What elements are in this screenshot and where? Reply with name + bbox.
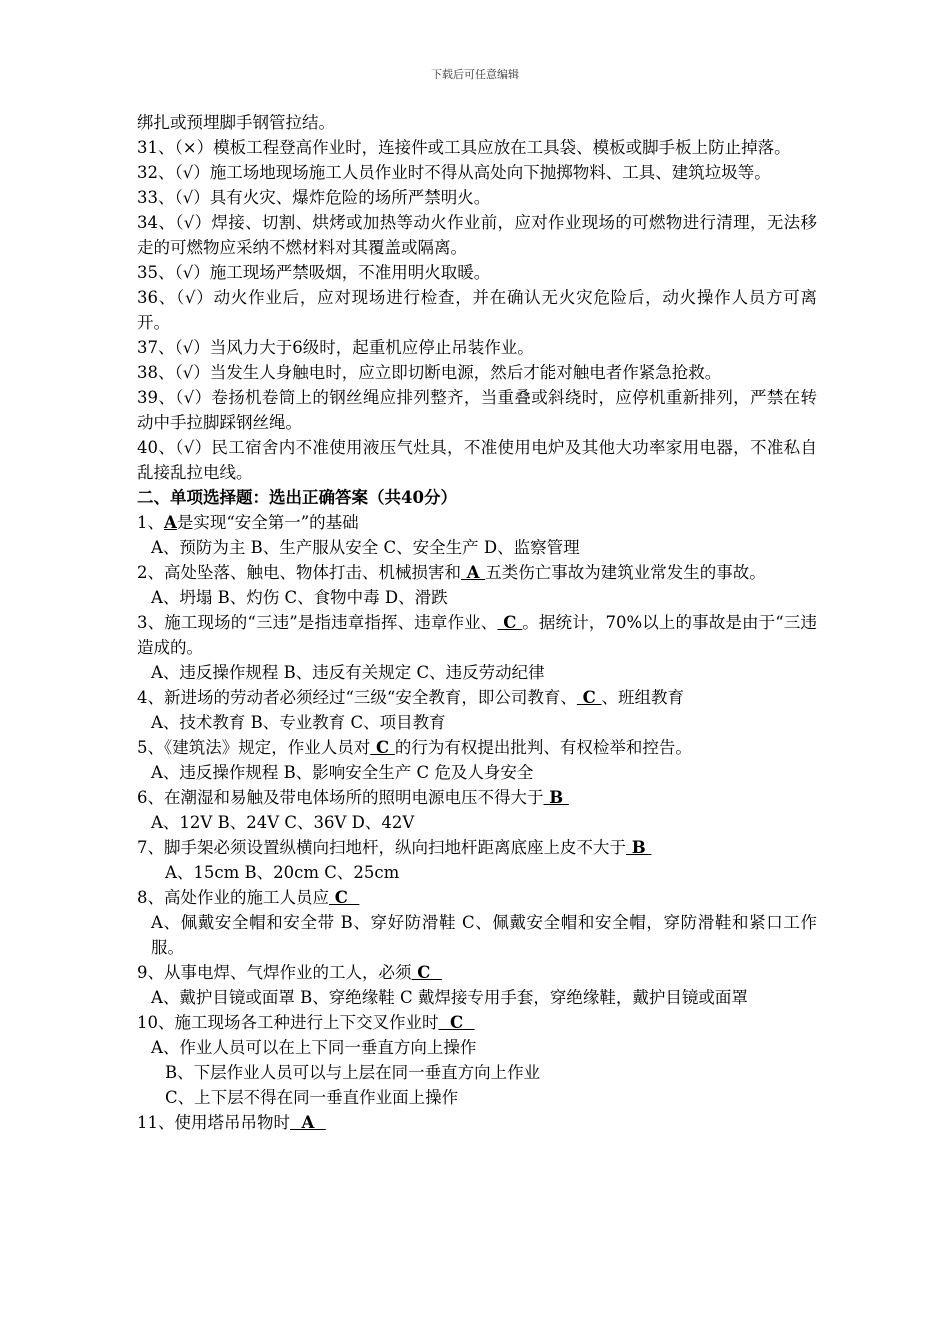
judgement-item: 38、（√）当发生人身触电时，应立即切断电源，然后才能对触电者作紧急抢救。: [137, 363, 722, 382]
answer-options: A、佩戴安全帽和安全带 B、穿好防滑鞋 C、佩戴安全帽和安全帽，穿防滑鞋和紧口工作服。: [151, 913, 817, 957]
question-text-tail: 的行为有权提出批判、有权检举和控告。: [394, 738, 692, 757]
question-text: 5、《建筑法》规定，作业人员对: [137, 738, 371, 757]
judgement-item: 绑扎或预埋脚手钢管拉结。: [137, 113, 335, 132]
choice-question: [137, 685, 817, 710]
answer-options: A、作业人员可以在上下同一垂直方向上操作: [151, 1038, 477, 1057]
question-text-tail: 。据统计，70%以上的事故是由于“三违造成的。: [137, 613, 818, 657]
judgement-item: 33、（√）具有火灾、爆炸危险的场所严禁明火。: [137, 188, 491, 207]
answer-blank: C: [329, 888, 360, 907]
answer-blank: C: [497, 613, 523, 632]
answer-blank: B: [543, 788, 569, 807]
choice-question: [137, 835, 817, 860]
choice-question: [137, 885, 817, 910]
answer-options: A、违反操作规程 B、违反有关规定 C、违反劳动纪律: [151, 663, 545, 682]
answer-options: A、预防为主 B、生产服从安全 C、安全生产 D、监察管理: [151, 538, 580, 557]
question-text: 3、施工现场的“三违”是指违章指挥、违章作业、: [137, 613, 498, 632]
question-text: 1、: [137, 513, 164, 532]
question-text: 9、从事电焊、气焊作业的工人，必须: [137, 963, 412, 982]
choice-question: [137, 510, 817, 535]
answer-options: A、违反操作规程 B、影响安全生产 C 危及人身安全: [151, 763, 534, 782]
question-text-tail: 是实现“安全第一”的基础: [176, 513, 359, 532]
answer-options: A、12V B、24V C、36V D、42V: [151, 813, 415, 832]
judgement-item: 35、（√）施工现场严禁吸烟，不准用明火取暖。: [137, 263, 491, 282]
judgement-item: 32、（√）施工场地现场施工人员作业时不得从高处向下抛掷物料、工具、建筑垃圾等。: [137, 163, 771, 182]
answer-options: A、技术教育 B、专业教育 C、项目教育: [151, 713, 446, 732]
judgement-item: 37、（√）当风力大于6级时，起重机应停止吊装作业。: [137, 338, 534, 357]
judgement-item: 34、（√）焊接、切割、烘烤或加热等动火作业前，应对作业现场的可燃物进行清理，无法移走的可燃物应采纳不燃材料对其覆盖或隔离。: [137, 213, 817, 257]
answer-options: C、上下层不得在同一垂直作业面上操作: [165, 1088, 459, 1107]
judgement-item: 31、（×）模板工程登高作业时，连接件或工具应放在工具袋、模板或脚手板上防止掉落。: [137, 138, 791, 157]
answer-options: B、下层作业人员可以与上层在同一垂直方向上作业: [165, 1063, 541, 1082]
choice-question: [137, 610, 817, 660]
choice-question: [137, 560, 817, 585]
judgement-item: 40、（√）民工宿舍内不准使用液压气灶具，不准使用电炉及其他大功率家用电器，不准私自乱接乱拉电线。: [137, 438, 817, 482]
choice-question: [137, 735, 817, 760]
document-body: [137, 110, 817, 1135]
choice-question: [137, 785, 817, 810]
judgement-item: 39、（√）卷扬机卷筒上的钢丝绳应排列整齐，当重叠或斜绕时，应停机重新排列，严禁在转动中手拉脚踩钢丝绳。: [137, 388, 817, 432]
choice-question: [137, 1110, 817, 1135]
judgement-item: 36、（√）动火作业后，应对现场进行检查，并在确认无火灾危险后，动火操作人员方可离开。: [137, 288, 817, 332]
answer-blank: C: [576, 688, 602, 707]
answer-options: A、15cm B、20cm C、25cm: [165, 863, 400, 882]
question-text-tail: 、班组教育: [601, 688, 684, 707]
question-text: 11、使用塔吊吊物时: [137, 1113, 290, 1132]
answer-blank: C: [411, 963, 442, 982]
page-header-note: 下载后可任意编辑: [431, 68, 519, 81]
choice-question: [137, 960, 817, 985]
answer-options: A、坍塌 B、灼伤 C、食物中毒 D、滑跌: [151, 588, 448, 607]
answer-options: A、戴护目镜或面罩 B、穿绝缘鞋 C 戴焊接专用手套，穿绝缘鞋，戴护目镜或面罩: [151, 988, 748, 1007]
choice-question: [137, 1010, 817, 1035]
question-text: 4、新进场的劳动者必须经过“三级“安全教育，即公司教育、: [137, 688, 577, 707]
answer-blank: B: [626, 838, 652, 857]
answer-blank: C: [438, 1013, 475, 1032]
question-text: 7、脚手架必须设置纵横向扫地杆，纵向扫地杆距离底座上皮不大于: [137, 838, 626, 857]
answer-blank: A: [461, 563, 486, 582]
question-text: 6、在潮湿和易触及带电体场所的照明电源电压不得大于: [137, 788, 544, 807]
answer-blank: C: [370, 738, 395, 757]
question-text: 10、施工现场各工种进行上下交叉作业时: [137, 1013, 439, 1032]
section-title: 二、单项选择题：选出正确答案（共40分）: [137, 488, 457, 507]
answer-blank: A: [164, 513, 177, 532]
question-text: 8、高处作业的施工人员应: [137, 888, 329, 907]
answer-blank: A: [290, 1113, 326, 1132]
question-text-tail: 五类伤亡事故为建筑业常发生的事故。: [485, 563, 766, 582]
question-text: 2、高处坠落、触电、物体打击、机械损害和: [137, 563, 461, 582]
